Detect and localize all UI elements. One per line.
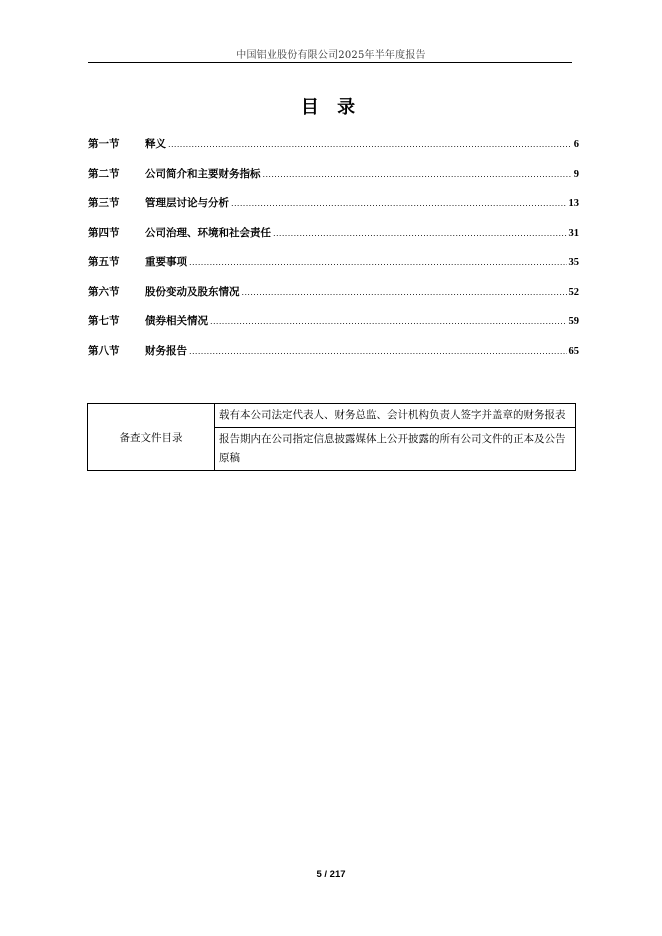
toc-leader-dots bbox=[210, 317, 567, 326]
page-header: 中国铝业股份有限公司2025年半年度报告 bbox=[236, 50, 426, 61]
toc-section-number: 第五节 bbox=[88, 256, 120, 268]
toc-section-number: 第一节 bbox=[88, 138, 120, 150]
toc-page-number: 6 bbox=[573, 139, 579, 150]
toc-section-name: 财务报告 bbox=[145, 344, 187, 357]
toc-page-number: 31 bbox=[568, 227, 579, 239]
reference-document-item: 载有本公司法定代表人、财务总监、会计机构负责人签字并盖章的财务报表 bbox=[215, 404, 576, 428]
toc-leader-dots bbox=[189, 347, 567, 356]
toc-entry[interactable] bbox=[88, 343, 579, 373]
toc-leader-dots bbox=[273, 229, 567, 238]
reference-document-item: 报告期内在公司指定信息披露媒体上公开披露的所有公司文件的正本及公告原稿 bbox=[215, 428, 576, 471]
toc-section-number: 第八节 bbox=[88, 344, 120, 357]
toc-entry[interactable] bbox=[88, 195, 579, 225]
toc-leader-dots bbox=[189, 258, 567, 267]
toc-leader-dots bbox=[242, 288, 567, 297]
toc-section-name: 重要事项 bbox=[145, 256, 187, 268]
toc-section-number: 第三节 bbox=[88, 197, 120, 209]
toc-page-number: 65 bbox=[568, 345, 579, 357]
toc-entry[interactable] bbox=[88, 313, 579, 343]
toc-page-number: 13 bbox=[568, 198, 579, 209]
toc-title: 目 录 bbox=[300, 97, 362, 118]
toc-section-number: 第七节 bbox=[88, 315, 120, 327]
toc-entry[interactable] bbox=[88, 225, 579, 255]
toc-entry[interactable] bbox=[88, 284, 579, 314]
header-rule bbox=[88, 62, 572, 63]
toc-section-number: 第四节 bbox=[88, 226, 120, 239]
toc-section-name: 股份变动及股东情况 bbox=[145, 285, 240, 298]
toc-entry[interactable] bbox=[88, 166, 579, 196]
toc-page-number: 59 bbox=[568, 316, 579, 327]
toc-page-number: 52 bbox=[568, 286, 579, 298]
toc-section-name: 释义 bbox=[145, 138, 166, 150]
toc-section-name: 公司治理、环境和社会责任 bbox=[145, 226, 271, 239]
toc-section-number: 第六节 bbox=[88, 285, 120, 298]
toc-page-number: 9 bbox=[573, 168, 579, 180]
page-number: 5 / 217 bbox=[316, 869, 346, 880]
toc-section-name: 公司简介和主要财务指标 bbox=[145, 167, 261, 180]
toc-leader-dots bbox=[168, 140, 572, 149]
toc-leader-dots bbox=[231, 199, 567, 208]
reference-documents-table bbox=[87, 403, 576, 471]
toc-section-name: 债券相关情况 bbox=[145, 315, 208, 327]
reference-documents-label: 备查文件目录 bbox=[88, 404, 215, 471]
table-row bbox=[88, 404, 576, 428]
toc-entry[interactable] bbox=[88, 254, 579, 284]
toc-section-number: 第二节 bbox=[88, 167, 120, 180]
toc-entry[interactable] bbox=[88, 136, 579, 166]
toc-section-name: 管理层讨论与分析 bbox=[145, 197, 229, 209]
toc-list bbox=[88, 136, 579, 372]
toc-leader-dots bbox=[263, 170, 572, 179]
toc-page-number: 35 bbox=[568, 257, 579, 268]
